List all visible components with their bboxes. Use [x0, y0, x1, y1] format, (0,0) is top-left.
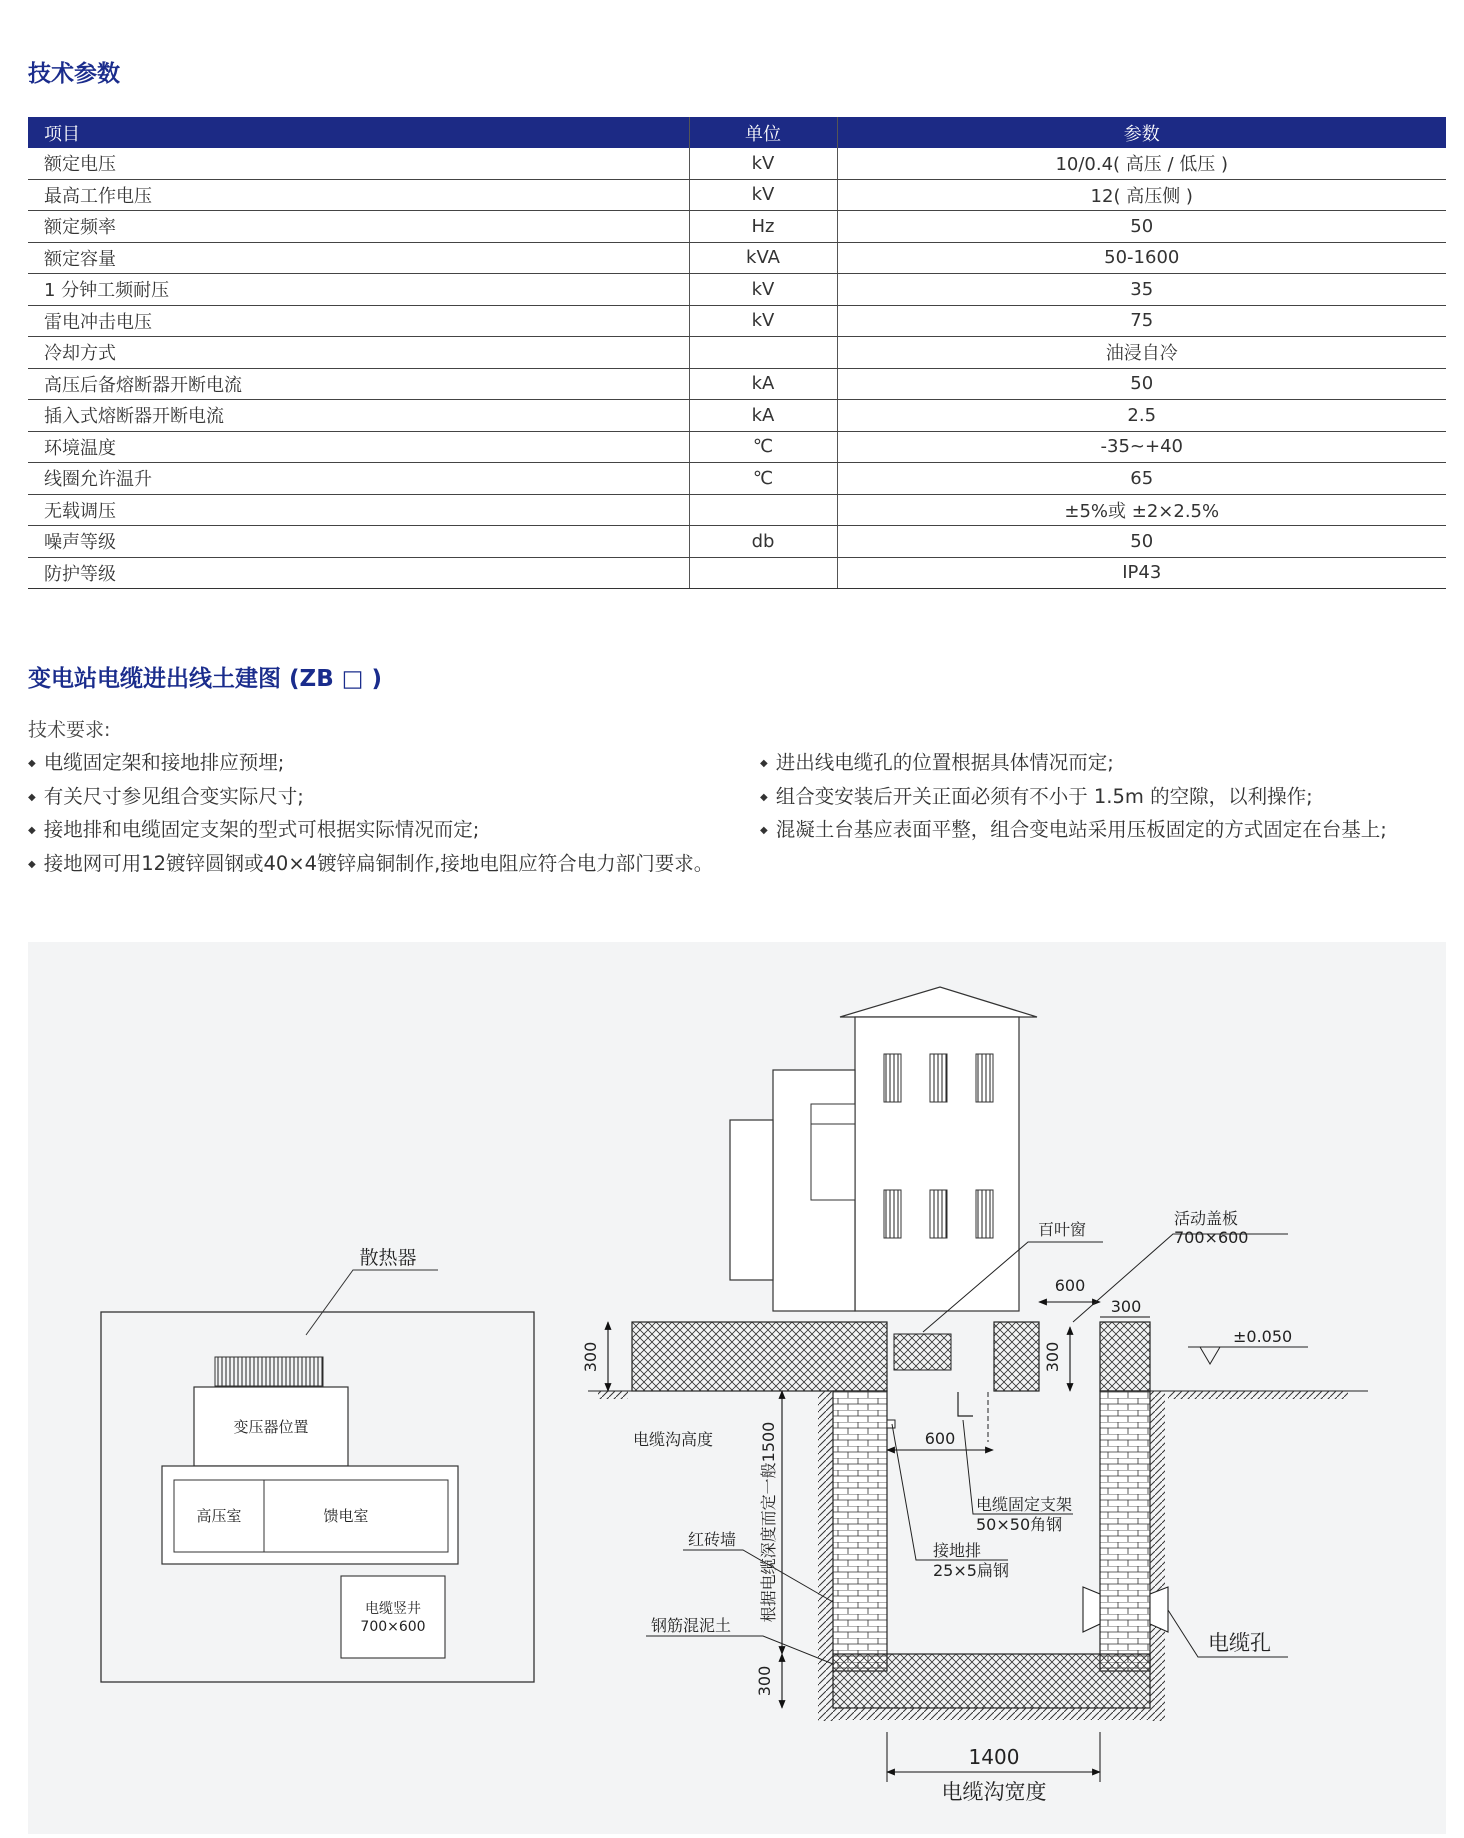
cell-value: 50	[837, 526, 1446, 558]
cell-value: 50	[837, 368, 1446, 400]
cell-unit: kV	[689, 274, 837, 306]
section-title-tech-params: 技术参数	[28, 61, 120, 87]
cable-hole-label: 电缆孔	[1208, 1631, 1271, 1655]
table-row	[28, 368, 1446, 400]
brick-wall-left	[833, 1391, 887, 1671]
cell-item: 额定电压	[28, 148, 689, 179]
cell-value: 2.5	[837, 400, 1446, 432]
base-slab-left	[632, 1322, 887, 1391]
cell-item: 高压后备熔断器开断电流	[28, 368, 689, 400]
cell-value: 65	[837, 463, 1446, 495]
tech-params-table	[28, 117, 1446, 589]
cover-label: 活动盖板	[1174, 1209, 1239, 1228]
requirement-item: ◆ 混凝土台基应表面平整，组合变电站采用压板固定的方式固定在台基上;	[760, 814, 1387, 842]
requirement-item: ◆ 接地网可用12镀锌圆钢或40×4镀锌扁铜制作,接地电阻应符合电力部门要求。	[28, 848, 713, 876]
cell-item: 雷电冲击电压	[28, 305, 689, 337]
header-param: 参数	[837, 117, 1446, 148]
cell-value: 10/0.4( 高压 / 低压 )	[837, 148, 1446, 179]
level-mark: ±0.050	[1233, 1327, 1293, 1346]
brick-wall-label: 红砖墙	[688, 1530, 737, 1549]
cell-value: 35	[837, 274, 1446, 306]
cell-item: 额定容量	[28, 242, 689, 274]
table-row	[28, 494, 1446, 526]
section-view	[581, 987, 1368, 1804]
table-row	[28, 305, 1446, 337]
header-item: 项目	[28, 117, 689, 148]
cell-value: 50-1600	[837, 242, 1446, 274]
cell-unit	[689, 494, 837, 526]
radiator-shape	[215, 1357, 323, 1386]
bracket-spec: 50×50角钢	[976, 1515, 1063, 1534]
transformer-label: 变压器位置	[233, 1418, 309, 1436]
concrete-floor	[833, 1654, 1150, 1708]
dim-300-mid: 300	[1043, 1341, 1062, 1373]
hv-room-label: 高压室	[196, 1507, 242, 1525]
header-unit: 单位	[689, 117, 837, 148]
dim-300-bottom: 300	[755, 1665, 774, 1697]
table-row	[28, 400, 1446, 432]
bracket-label: 电缆固定支架	[976, 1495, 1073, 1514]
cell-item: 额定频率	[28, 211, 689, 243]
table-row	[28, 526, 1446, 558]
concrete-label: 钢筋混泥土	[651, 1616, 732, 1635]
cell-unit: kV	[689, 305, 837, 337]
cell-item: 环境温度	[28, 431, 689, 463]
table-row	[28, 274, 1446, 306]
cell-unit: ℃	[689, 463, 837, 495]
table-row	[28, 431, 1446, 463]
cell-item: 最高工作电压	[28, 179, 689, 211]
section-title-civil-drawing: 变电站电缆进出线土建图 (ZB □ )	[28, 666, 382, 692]
shaft-label: 电缆竖井	[365, 1601, 421, 1617]
civil-drawing-panel	[28, 942, 1446, 1834]
cover-size: 700×600	[1174, 1228, 1249, 1247]
cell-unit	[689, 557, 837, 589]
cell-value: 50	[837, 211, 1446, 243]
cell-value: ±5%或 ±2×2.5%	[837, 494, 1446, 526]
requirement-item: ◆ 组合变安装后开关正面必须有不小于 1.5m 的空隙，以利操作;	[760, 781, 1313, 809]
cell-unit: db	[689, 526, 837, 558]
cell-unit	[689, 337, 837, 369]
cell-unit: kA	[689, 368, 837, 400]
cell-unit: kA	[689, 400, 837, 432]
table-row	[28, 463, 1446, 495]
dim-300-left: 300	[581, 1341, 600, 1373]
requirements-title: 技术要求:	[28, 719, 111, 741]
cable-shaft-box	[341, 1576, 445, 1658]
cell-item: 噪声等级	[28, 526, 689, 558]
table-header-row	[28, 117, 1446, 148]
cell-value: 油浸自冷	[837, 337, 1446, 369]
cell-value: -35~+40	[837, 431, 1446, 463]
cell-value: 12( 高压侧 )	[837, 179, 1446, 211]
table-row	[28, 337, 1446, 369]
plan-view	[101, 1247, 534, 1682]
trench-height-label: 电缆沟高度	[633, 1430, 714, 1449]
table-row	[28, 179, 1446, 211]
cell-unit: kV	[689, 148, 837, 179]
table-row	[28, 557, 1446, 589]
louver-block	[894, 1334, 951, 1370]
dim-300-top: 300	[1110, 1297, 1142, 1316]
cell-unit: Hz	[689, 211, 837, 243]
cell-value: 75	[837, 305, 1446, 337]
shaft-size: 700×600	[360, 1619, 426, 1635]
vertical-depth-note: 根据电缆深度而定一般1500	[759, 1421, 778, 1623]
cell-unit: ℃	[689, 431, 837, 463]
radiator-label: 散热器	[359, 1247, 417, 1269]
cell-item: 冷却方式	[28, 337, 689, 369]
table-row	[28, 148, 1446, 179]
cell-unit: kV	[689, 179, 837, 211]
requirement-item: ◆ 接地排和电缆固定支架的型式可根据实际情况而定;	[28, 814, 479, 842]
cell-item: 线圈允许温升	[28, 463, 689, 495]
brick-wall-right	[1100, 1391, 1150, 1671]
cell-item: 防护等级	[28, 557, 689, 589]
cell-item: 无载调压	[28, 494, 689, 526]
requirement-item: ◆ 有关尺寸参见组合变实际尺寸;	[28, 781, 304, 809]
trench-width-label: 电缆沟宽度	[941, 1780, 1047, 1804]
civil-drawing-svg	[28, 942, 1446, 1834]
louver-label: 百叶窗	[1038, 1220, 1087, 1239]
cell-item: 1 分钟工频耐压	[28, 274, 689, 306]
table-row	[28, 242, 1446, 274]
dim-1400: 1400	[968, 1745, 1020, 1769]
dim-600-mid: 600	[924, 1429, 956, 1448]
dim-600-top: 600	[1054, 1276, 1086, 1295]
cell-item: 插入式熔断器开断电流	[28, 400, 689, 432]
feeder-room-label: 馈电室	[323, 1507, 369, 1525]
ground-bar-spec: 25×5扁钢	[933, 1561, 1009, 1580]
cell-value: IP43	[837, 557, 1446, 589]
cell-unit: kVA	[689, 242, 837, 274]
requirement-item: ◆ 进出线电缆孔的位置根据具体情况而定;	[760, 747, 1114, 775]
ground-bar-label: 接地排	[933, 1541, 982, 1560]
table-row	[28, 211, 1446, 243]
requirement-item: ◆ 电缆固定架和接地排应预埋;	[28, 747, 284, 775]
